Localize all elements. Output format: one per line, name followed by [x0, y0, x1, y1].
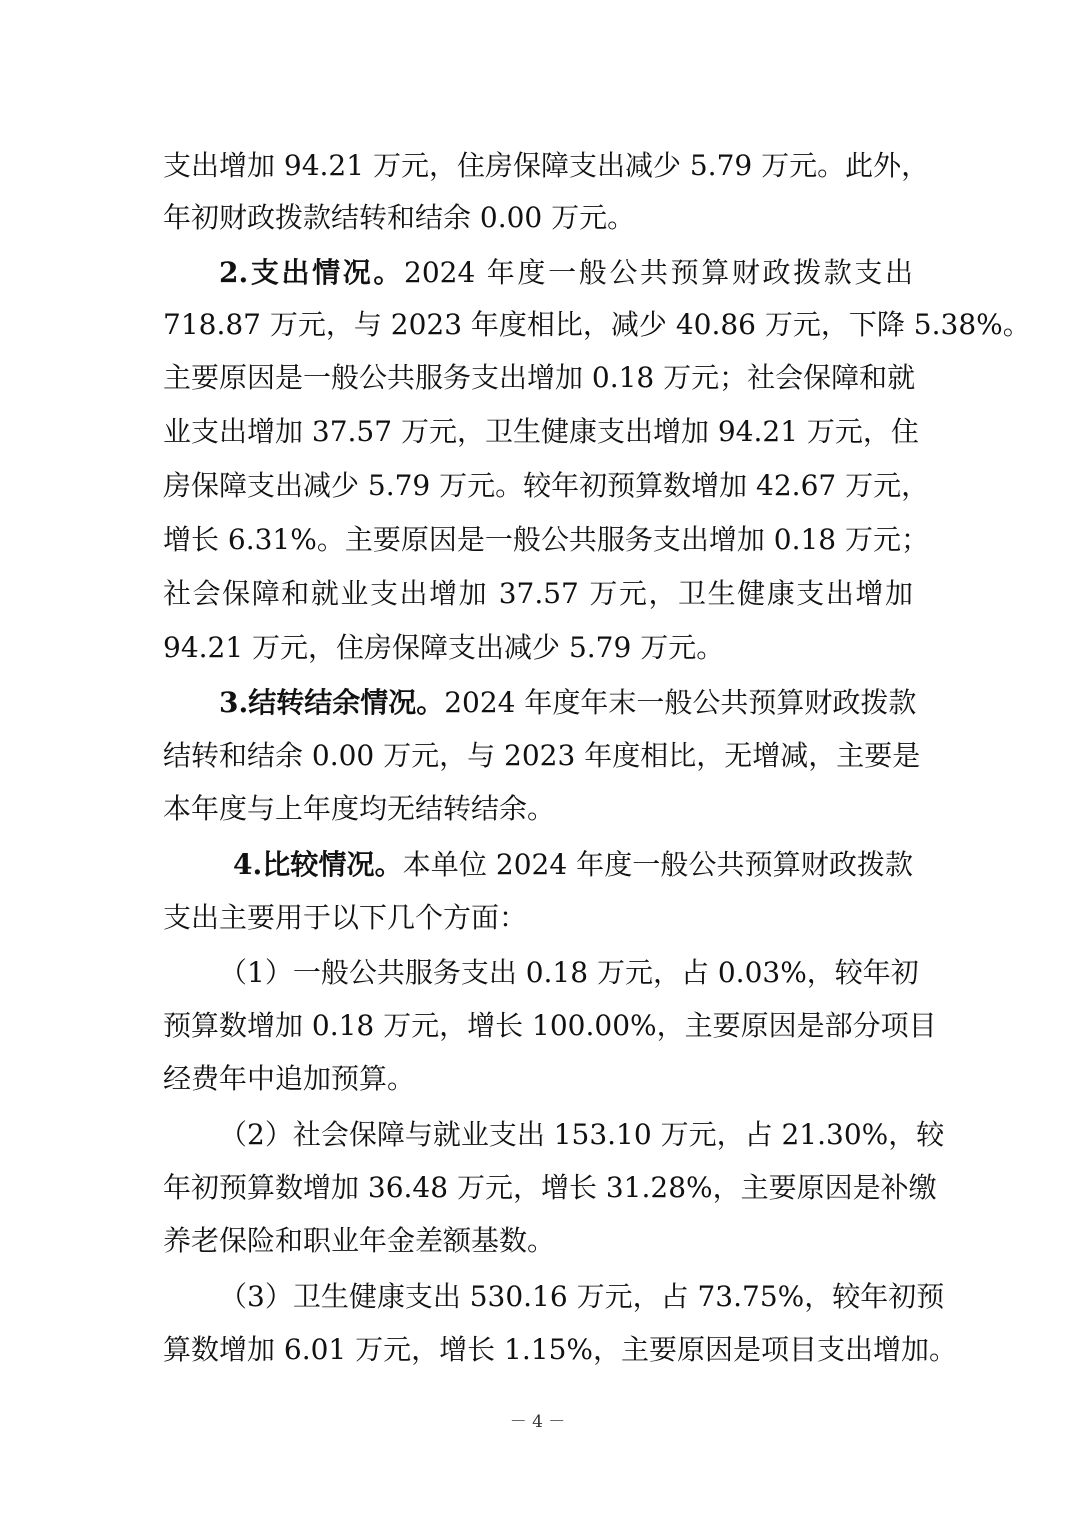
p3-line1	[219, 683, 917, 723]
p1-line1: 支出增加 94.21 万元，住房保障支出减少 5.79 万元。此外，	[163, 149, 930, 182]
p2-line1-text: 2024 年度一般公共预算财政拨款支出	[404, 256, 913, 289]
p4-line1-text: 本单位 2024 年度一般公共预算财政拨款	[402, 848, 914, 881]
p3-line1-text: 2024 年度年末一般公共预算财政拨款	[444, 686, 917, 719]
p4-heading: 4.比较情况。	[233, 848, 403, 881]
p2-line8: 94.21 万元，住房保障支出减少 5.79 万元。	[163, 631, 725, 664]
p3-heading: 3.结转结余情况。	[219, 686, 445, 719]
p2-line6: 增长 6.31%。主要原因是一般公共服务支出增加 0.18 万元；	[163, 523, 929, 556]
p1-line2: 年初财政拨款结转和结余 0.00 万元。	[163, 201, 636, 234]
p6-line1: （2）社会保障与就业支出 153.10 万元，占 21.30%，较	[219, 1118, 945, 1151]
p5-line2: 预算数增加 0.18 万元，增长 100.00%，主要原因是部分项目	[163, 1009, 937, 1042]
p6-line3: 养老保险和职业年金差额基数。	[163, 1224, 556, 1257]
p3-line2: 结转和结余 0.00 万元，与 2023 年度相比，无增减，主要是	[163, 739, 921, 772]
p2-line3: 主要原因是一般公共服务支出增加 0.18 万元；社会保障和就	[163, 361, 916, 394]
p2-heading: 2.支出情况。	[219, 256, 405, 289]
p3-line3: 本年度与上年度均无结转结余。	[163, 792, 556, 825]
p2-line7: 社会保障和就业支出增加 37.57 万元，卫生健康支出增加	[163, 577, 913, 610]
p2-line1	[219, 253, 913, 293]
p4-line2: 支出主要用于以下几个方面：	[163, 901, 528, 934]
p2-line4: 业支出增加 37.57 万元，卫生健康支出增加 94.21 万元，住	[163, 415, 919, 448]
p5-line1: （1）一般公共服务支出 0.18 万元，占 0.03%，较年初	[219, 956, 919, 989]
p5-line3: 经费年中追加预算。	[163, 1062, 416, 1095]
p4-line1	[233, 845, 913, 885]
p2-line2: 718.87 万元，与 2023 年度相比，减少 40.86 万元，下降 5.38%。	[163, 308, 1031, 341]
page-number: － 4 －	[509, 1412, 566, 1432]
p2-line5: 房保障支出减少 5.79 万元。较年初预算数增加 42.67 万元，	[163, 469, 930, 502]
p7-line2: 算数增加 6.01 万元，增长 1.15%，主要原因是项目支出增加。	[163, 1333, 957, 1366]
p7-line1: （3）卫生健康支出 530.16 万元，占 73.75%，较年初预	[219, 1280, 945, 1313]
p6-line2: 年初预算数增加 36.48 万元，增长 31.28%，主要原因是补缴	[163, 1171, 937, 1204]
